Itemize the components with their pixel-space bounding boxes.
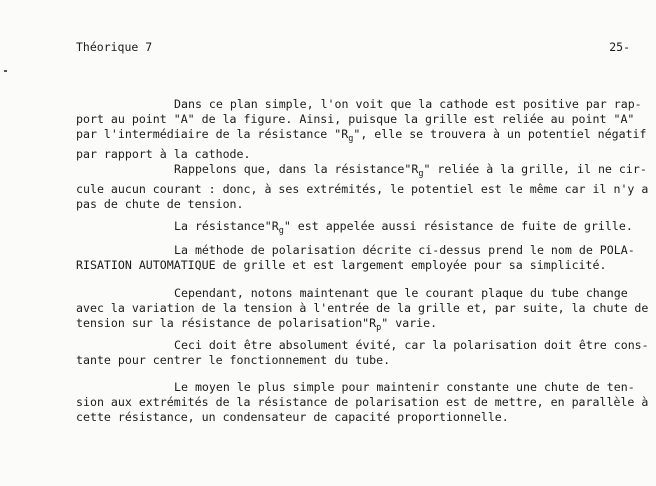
text-segment: " est appelée aussi résistance de fuite de grille. <box>283 219 633 233</box>
paragraph-6 <box>76 338 649 368</box>
text-line: cette résistance, un condensateur de capacité proportionnelle. <box>76 410 509 424</box>
subscript: g <box>418 169 424 179</box>
subscript: p <box>376 323 382 333</box>
text-segment: tension sur la résistance de polarisation"R <box>76 316 377 330</box>
text-line: sion aux extrémités de la résistance de polarisation est de mettre, en parallèle à <box>76 395 649 409</box>
text-line: tante pour centrer le fonctionnement du tube. <box>76 353 391 367</box>
text-line: port au point "A" de la figure. Ainsi, puisque la grille est reliée au point "A" <box>76 112 635 126</box>
text-segment: " reliée à la grille, il ne cir- <box>423 162 647 176</box>
paragraph-4 <box>76 243 636 273</box>
page-number: 25- <box>609 40 630 54</box>
paragraph-2 <box>76 162 649 212</box>
paragraph-7 <box>76 380 649 425</box>
text-segment: La résistance"R <box>174 219 279 233</box>
text-line <box>76 162 647 182</box>
text-segment: ", elle se trouvera à un potentiel négatif <box>353 127 647 141</box>
paragraph-1 <box>76 97 647 162</box>
text-line: La méthode de polarisation décrite ci-dessus prend le nom de POLA- <box>174 243 635 257</box>
subscript: g <box>278 226 284 236</box>
text-line <box>76 219 636 239</box>
text-line: pas de chute de tension. <box>76 197 244 211</box>
text-line: Le moyen le plus simple pour maintenir constante une chute de ten- <box>174 380 635 394</box>
paragraph-3 <box>76 219 636 239</box>
text-segment: Rappelons que, dans la résistance"R <box>174 162 419 176</box>
text-line: par rapport à la cathode. <box>76 147 251 161</box>
text-line: Dans ce plan simple, l'on voit que la cathode est positive par rap- <box>174 97 642 111</box>
text-segment: par l'intermédiaire de la résistance "R <box>76 127 349 141</box>
text-line: avec la variation de la tension à l'entrée de la grille et, par suite, la chute de <box>76 301 649 315</box>
subscript: g <box>348 134 354 144</box>
page-header-title: Théorique 7 <box>76 40 153 54</box>
text-line: Cependant, notons maintenant que le courant plaque du tube change <box>174 286 628 300</box>
text-line <box>76 316 636 336</box>
text-line <box>76 127 647 147</box>
scan-speck <box>4 70 7 72</box>
text-line: RISATION AUTOMATIQUE de grille et est largement employée pour sa simplicité. <box>76 258 607 272</box>
text-line: cule aucun courant : donc, à ses extrémités, le potentiel est le même car il n'y a <box>76 182 649 196</box>
text-segment: " varie. <box>381 316 438 330</box>
paragraph-5 <box>76 286 649 336</box>
text-line: Ceci doit être absolument évité, car la polarisation doit être cons- <box>174 338 649 352</box>
